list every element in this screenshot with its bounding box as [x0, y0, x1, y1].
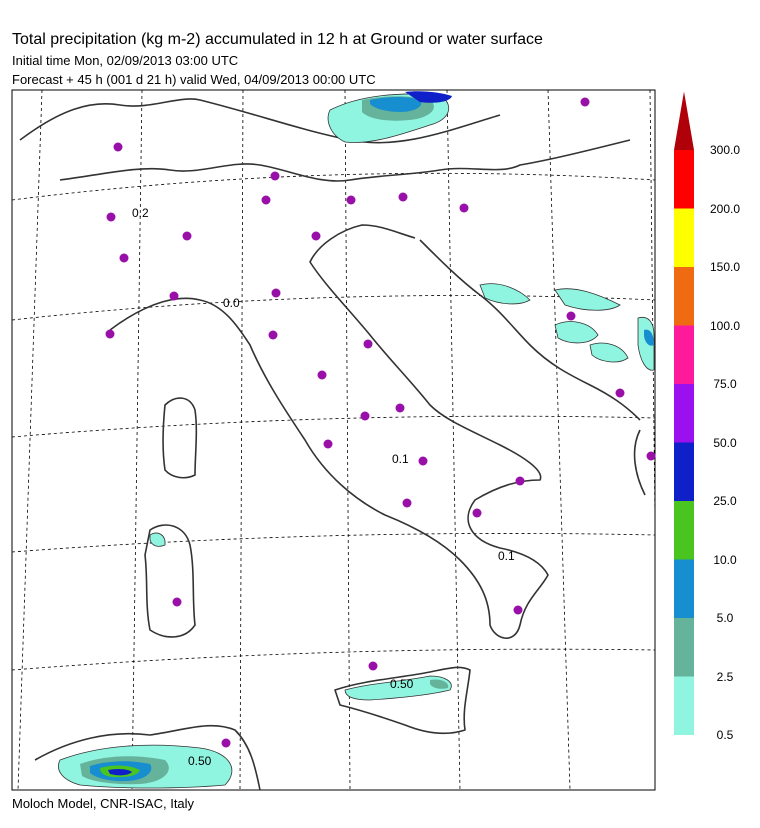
legend-colorbar	[674, 92, 694, 736]
map-title: Total precipitation (kg m-2) accumulated in 12 h at Ground or water surface	[12, 31, 543, 48]
map-frame	[12, 90, 655, 790]
legend-swatch	[674, 501, 694, 560]
forecast-validity: Forecast + 45 h (001 d 21 h) valid Wed, 04/09/2013 00:00 UTC	[12, 72, 376, 87]
station-22	[324, 440, 333, 449]
station-17	[364, 340, 373, 349]
legend-swatch	[674, 560, 694, 619]
legend-swatch	[674, 267, 694, 326]
station-28	[173, 598, 182, 607]
legend-label: 50.0	[713, 435, 737, 450]
legend-swatch	[674, 209, 694, 268]
station-2	[114, 143, 123, 152]
legend-swatch	[674, 618, 694, 677]
station-24	[419, 457, 428, 466]
station-9	[183, 232, 192, 241]
legend-label: 300.0	[709, 143, 741, 157]
legend-label: 2.5	[716, 669, 734, 684]
station-11	[120, 254, 129, 263]
legend-label: 5.0	[716, 611, 734, 625]
contour-label: 0.50	[390, 677, 414, 691]
contour-label: 0.1	[498, 549, 515, 563]
legend-label: 150.0	[709, 260, 741, 274]
station-16	[269, 331, 278, 340]
legend-label: 75.0	[713, 377, 737, 391]
legend-swatch	[674, 443, 694, 502]
station-27	[473, 509, 482, 518]
contour-label: 0.2	[132, 206, 149, 220]
station-10	[312, 232, 321, 241]
station-23	[647, 452, 656, 461]
contour-label: 0.1	[392, 452, 409, 466]
station-13	[170, 292, 179, 301]
station-12	[272, 289, 281, 298]
station-20	[396, 404, 405, 413]
station-7	[460, 204, 469, 213]
legend-label: 100.0	[709, 318, 741, 333]
station-30	[369, 662, 378, 671]
station-6	[399, 193, 408, 202]
legend-swatch	[674, 150, 694, 209]
station-31	[222, 739, 231, 748]
contour-label: 0.0	[223, 296, 240, 310]
legend-label: 25.0	[713, 494, 737, 508]
station-14	[567, 312, 576, 321]
station-21	[361, 412, 370, 421]
station-26	[403, 499, 412, 508]
station-15	[106, 330, 115, 339]
legend-label: 10.0	[713, 552, 737, 567]
legend-swatch	[674, 677, 694, 736]
legend-label: 0.5	[716, 728, 734, 742]
model-credit: Moloch Model, CNR-ISAC, Italy	[12, 796, 195, 811]
station-8	[107, 213, 116, 222]
station-18	[318, 371, 327, 380]
legend-label: 200.0	[709, 201, 741, 216]
station-19	[616, 389, 625, 398]
station-1	[581, 98, 590, 107]
station-4	[262, 196, 271, 205]
station-29	[514, 606, 523, 615]
contour-label: 0.50	[188, 754, 212, 768]
station-25	[516, 477, 525, 486]
station-3	[271, 172, 280, 181]
initial-time: Initial time Mon, 02/09/2013 03:00 UTC	[12, 53, 239, 68]
station-5	[347, 196, 356, 205]
legend-swatch	[674, 326, 694, 385]
legend-swatch	[674, 384, 694, 443]
legend-swatch	[674, 92, 694, 151]
